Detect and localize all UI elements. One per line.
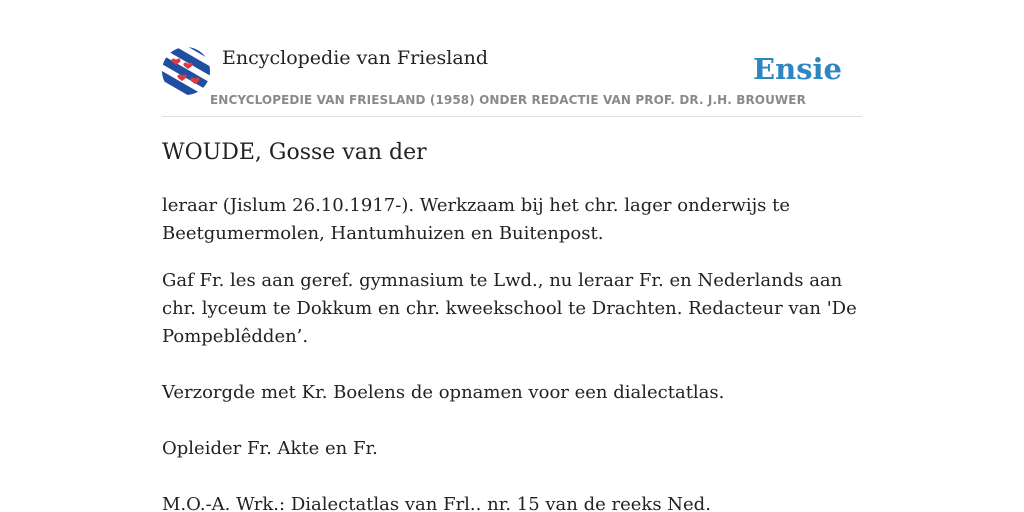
article-body — [162, 192, 862, 512]
article-title: WOUDE, Gosse van der — [162, 140, 427, 165]
frisian-flag-logo-icon[interactable] — [162, 47, 210, 95]
site-header — [162, 44, 862, 117]
ensie-brand-link[interactable]: Ensie — [753, 52, 842, 86]
article-paragraph: leraar (Jislum 26.10.1917-). Werkzaam bij het chr. lager onderwijs te Beetgumermolen, Hantumhuizen en Buitenpost. — [162, 195, 791, 244]
page-container — [162, 0, 862, 512]
site-title[interactable]: Encyclopedie van Friesland — [222, 47, 489, 69]
article-paragraph: Opleider Fr. Akte en Fr. — [162, 438, 378, 459]
article-paragraph: Verzorgde met Kr. Boelens de opnamen voor een dialectatlas. — [162, 382, 725, 403]
article-paragraph: Gaf Fr. les aan geref. gymnasium te Lwd., nu leraar Fr. en Nederlands aan chr. lyceum te Dokkum en chr. kweekschool te Drachten. Redacteur van 'De Pompeblêdden’. — [162, 270, 857, 347]
site-subtitle: ENCYCLOPEDIE VAN FRIESLAND (1958) ONDER REDACTIE VAN PROF. DR. J.H. BROUWER — [210, 93, 806, 107]
article-paragraph: M.O.-A. Wrk.: Dialectatlas van Frl.. nr. 15 van de reeks Ned. — [162, 494, 711, 512]
